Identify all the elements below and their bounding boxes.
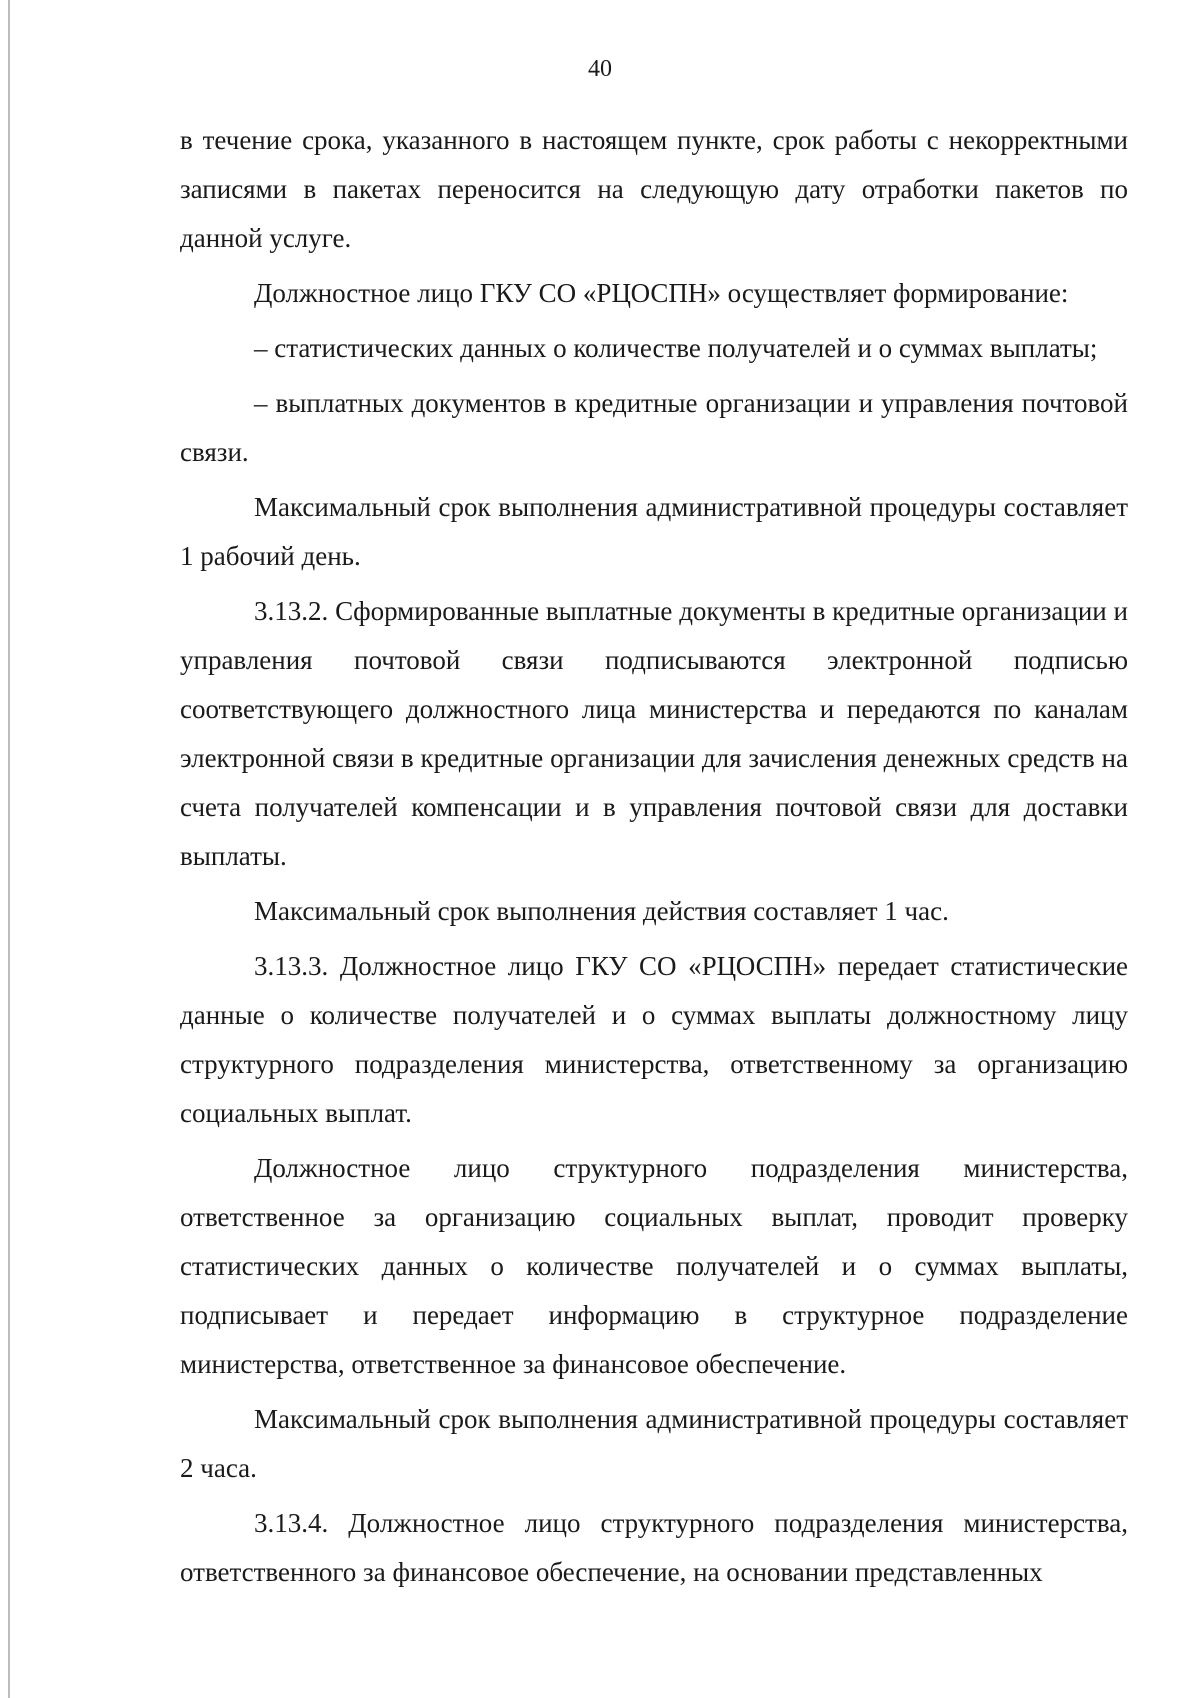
paragraph-max-term-1-hour: Максимальный срок выполнения действия составляет 1 час. <box>254 896 949 926</box>
list-item-statistics: – статистических данных о количестве получателей и о суммах выплаты; <box>254 333 1098 363</box>
paragraph-3-13-4: 3.13.4. Должностное лицо структурного подразделения министерства, ответственного за финансовое обеспечение, на основании представленных <box>180 1508 1128 1587</box>
paragraph-3-13-2: 3.13.2. Сформированные выплатные документы в кредитные организации и управления почтовой связи подписываются электронной подписью соответствующего должностного лица министерства и передаются по каналам электронной связи в кредитные организации для зачисления денежных средств на счета получателей компенсации и в управления почтовой связи для доставки выплаты. <box>180 596 1128 871</box>
list-item-payment-documents: – выплатных документов в кредитные организации и управления почтовой связи. <box>180 388 1128 467</box>
paragraph-3-13-3: 3.13.3. Должностное лицо ГКУ СО «РЦОСПН» передает статистические данные о количестве получателей и о суммах выплаты должностному лицу структурного подразделения министерства, ответственному за организацию социальных выплат. <box>180 951 1128 1128</box>
paragraph-max-term-1-day: Максимальный срок выполнения административной процедуры составляет 1 рабочий день. <box>180 492 1128 571</box>
paragraph-official-check: Должностное лицо структурного подразделения министерства, ответственное за организацию социальных выплат, проводит проверку статистических данных о количестве получателей и о суммах выплаты, подписывает и передает информацию в структурное подразделение министерства, ответственное за финансовое обеспечение. <box>180 1153 1128 1379</box>
document-body <box>180 116 1128 1603</box>
paragraph-max-term-2-hours: Максимальный срок выполнения административной процедуры составляет 2 часа. <box>180 1404 1128 1483</box>
scan-edge-line <box>8 0 10 1698</box>
paragraph-formation-intro: Должностное лицо ГКУ СО «РЦОСПН» осуществляет формирование: <box>254 278 1069 308</box>
paragraph-continuation: в течение срока, указанного в настоящем пункте, срок работы с некорректными записями в пакетах переносится на следующую дату отработки пакетов по данной услуге. <box>180 125 1128 253</box>
page-number: 40 <box>588 56 612 82</box>
